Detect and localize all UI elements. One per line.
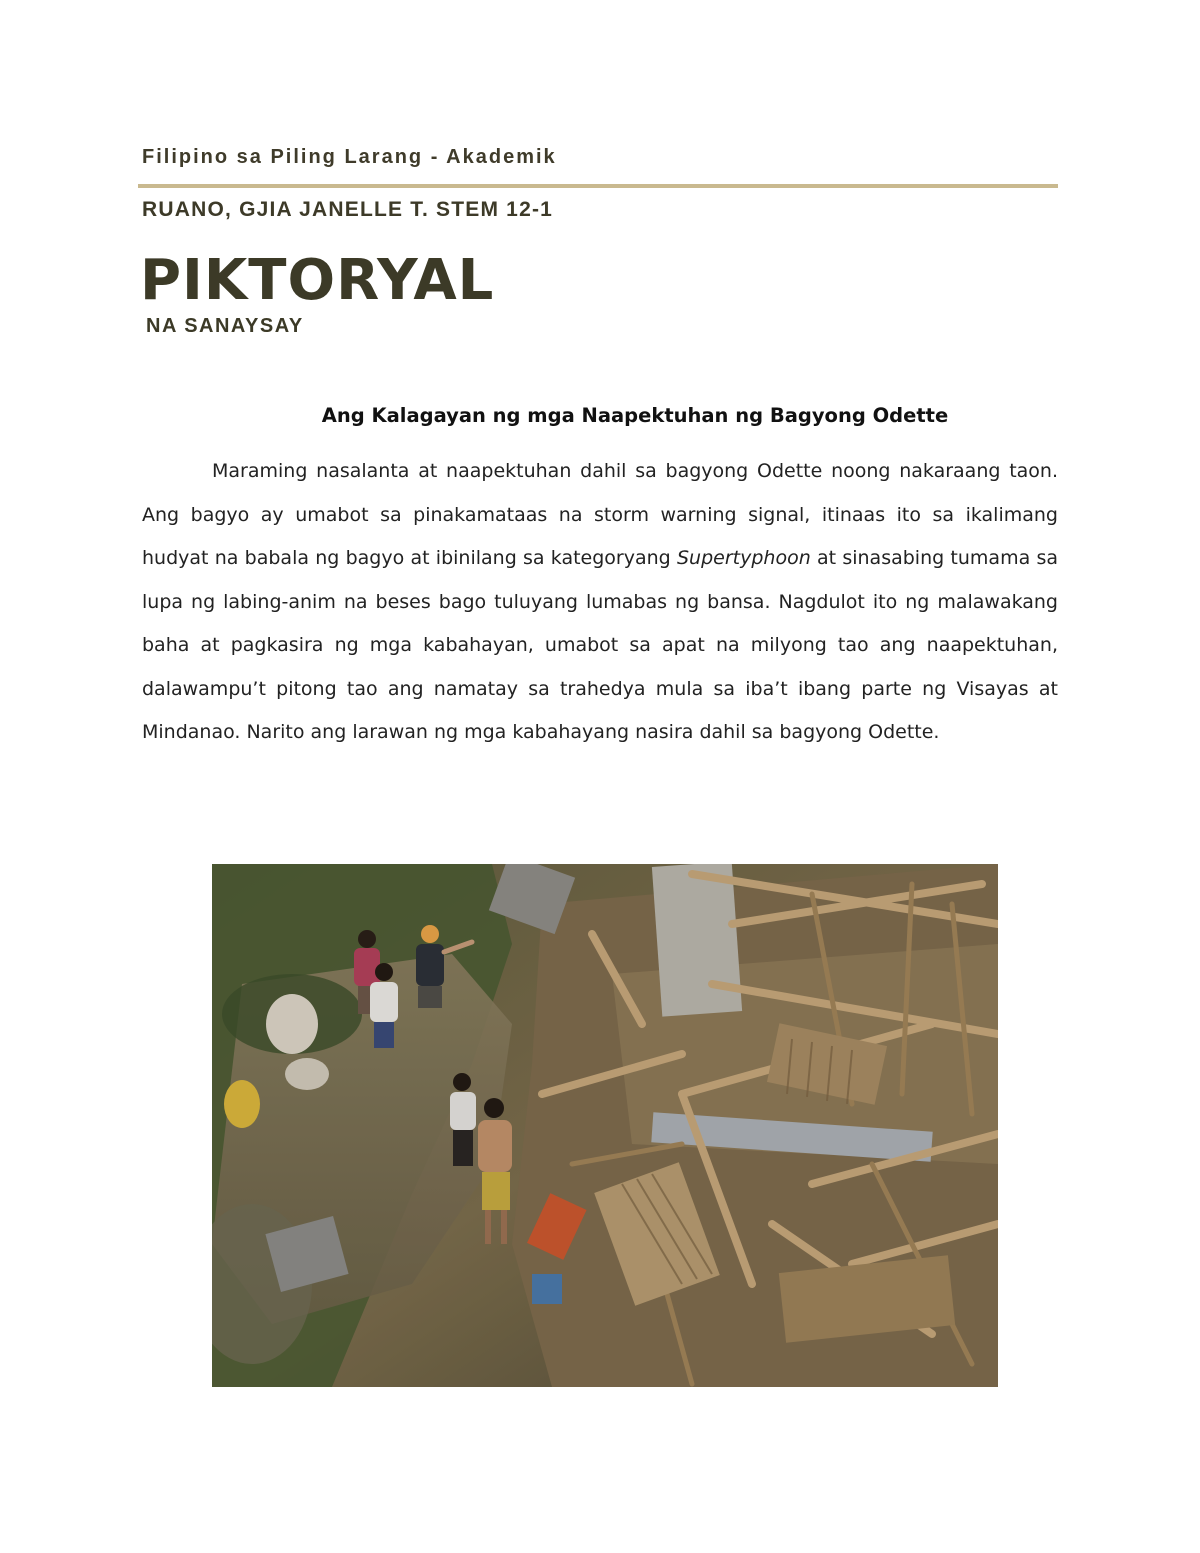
essay-italic-term: Supertyphoon	[676, 547, 811, 569]
author-line: RUANO, GJIA JANELLE T. STEM 12-1	[142, 198, 554, 221]
document-title: PIKTORYAL	[140, 248, 495, 313]
essay-text-part-1: Maraming nasalanta at naapektuhan dahil sa bagyong Odette noong nakaraang taon. Ang bagyo ay umabot sa pinakamataas na storm warning signal, itinaas ito sa ikalimang hudyat na babala ng bagyo at ibinilang sa kategoryang	[142, 460, 1058, 569]
typhoon-debris-photo	[212, 864, 998, 1387]
course-title: Filipino sa Piling Larang - Akademik	[142, 146, 557, 168]
header-divider	[138, 184, 1058, 188]
essay-text-part-2: at sinasabing tumama sa lupa ng labing-anim na beses bago tuluyang lumabas ng bansa. Nagdulot ito ng malawakang baha at pagkasira ng mga kabahayan, umabot sa apat na milyong tao ang naapektuhan, dalawampu’t pitong tao ang namatay sa trahedya mula sa iba’t ibang parte ng Visayas at Mindanao. Narito ang larawan ng mga kabahayang nasira dahil sa bagyong Odette.	[142, 547, 1059, 743]
essay-heading: Ang Kalagayan ng mga Naapektuhan ng Bagyong Odette	[321, 404, 949, 427]
document-subtitle: NA SANAYSAY	[146, 315, 304, 337]
essay-paragraph	[142, 450, 1058, 755]
